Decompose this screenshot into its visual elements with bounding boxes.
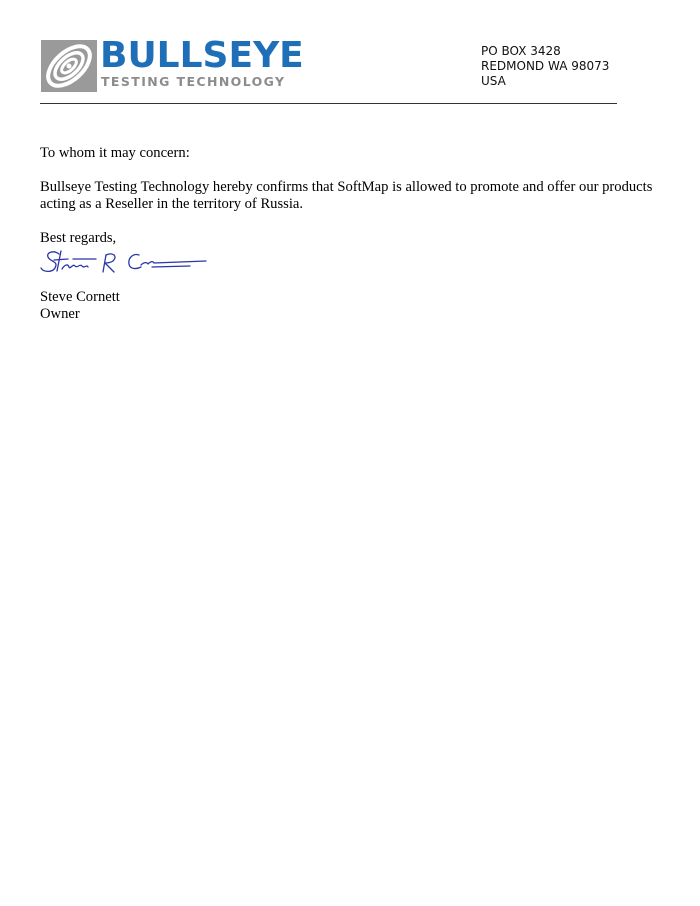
company-tagline: TESTING TECHNOLOGY <box>101 74 286 89</box>
signer-title: Owner <box>40 306 80 322</box>
address-line-3: USA <box>481 74 506 88</box>
company-wordmark: BULLSEYE <box>100 35 304 76</box>
address-line-2: REDMOND WA 98073 <box>481 59 610 73</box>
handwritten-signature <box>40 247 210 277</box>
bullseye-logo-icon <box>41 40 97 92</box>
letter-body <box>40 145 670 247</box>
header-divider <box>40 103 617 104</box>
letterhead <box>0 0 700 110</box>
company-logo <box>41 35 304 94</box>
salutation: To whom it may concern: <box>40 145 190 161</box>
signer-name: Steve Cornett <box>40 289 120 305</box>
signer-block <box>40 289 120 323</box>
company-address <box>481 44 609 89</box>
address-line-1: PO BOX 3428 <box>481 44 561 58</box>
closing: Best regards, <box>40 230 117 246</box>
body-paragraph: Bullseye Testing Technology hereby confirms that SoftMap is allowed to promote and offer our products acting as a Reseller in the territory of Russia. <box>40 179 653 212</box>
